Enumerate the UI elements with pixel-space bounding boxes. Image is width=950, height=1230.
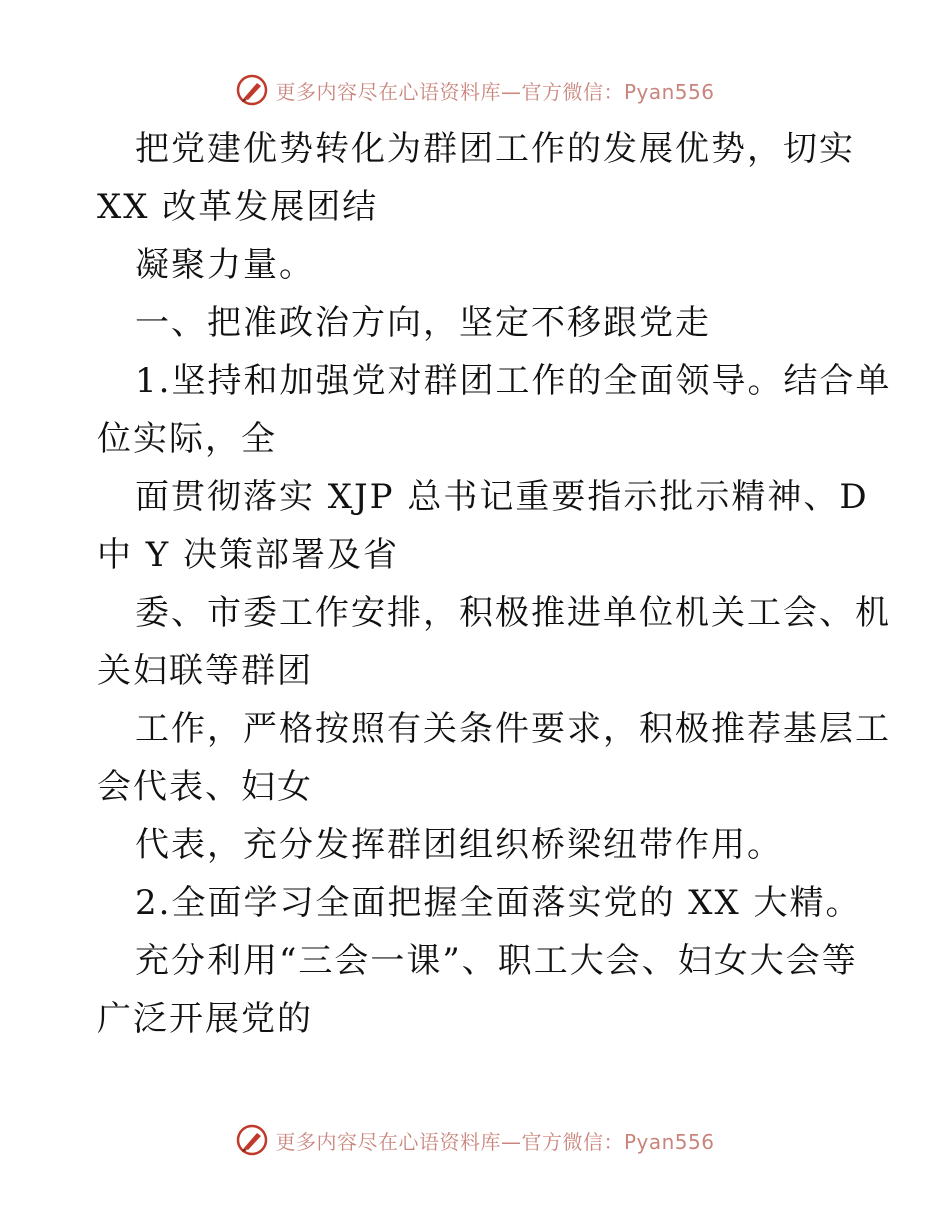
- document-body: [97, 120, 892, 1048]
- text-line: 面贯彻落实 XJP 总书记重要指示批示精神、D: [135, 477, 869, 517]
- text-line: 关妇联等群团: [97, 651, 313, 691]
- text-line: 2.全面学习全面把握全面落实党的 XX 大精。: [135, 883, 862, 923]
- text-line: 中 Y 决策部署及省: [97, 535, 400, 575]
- footer-watermark: [0, 1120, 950, 1160]
- text-line: 代表，充分发挥群团组织桥梁纽带作用。: [135, 825, 783, 865]
- watermark-dash: —: [500, 1129, 522, 1154]
- text-line: 广泛开展党的: [97, 999, 313, 1039]
- text-line: 委、市委工作安排，积极推进单位机关工会、机: [135, 593, 891, 633]
- watermark-brand: 更多内容尽在心语资料库: [275, 1129, 501, 1154]
- watermark-brand: 更多内容尽在心语资料库: [275, 79, 501, 104]
- text-line: 一、把准政治方向，坚定不移跟党走: [135, 303, 711, 343]
- text-line: 1.坚持和加强党对群团工作的全面领导。结合单: [135, 361, 892, 401]
- text-line: 工作，严格按照有关条件要求，积极推荐基层工: [135, 709, 891, 749]
- watermark-dash: —: [500, 79, 522, 104]
- text-line: 凝聚力量。: [135, 245, 315, 285]
- text-line: 位实际，全: [97, 419, 277, 459]
- watermark-wechat: 官方微信：Pyan556: [521, 79, 715, 104]
- text-line: XX 改革发展团结: [97, 187, 379, 227]
- watermark-wechat: 官方微信：Pyan556: [521, 1129, 715, 1154]
- text-line: 会代表、妇女: [97, 767, 313, 807]
- text-line: 把党建优势转化为群团工作的发展优势，切实: [135, 129, 855, 169]
- header-watermark: [0, 70, 950, 110]
- pen-logo-icon: [235, 73, 269, 107]
- text-line: 充分利用“三会一课”、职工大会、妇女大会等: [135, 941, 858, 981]
- pen-logo-icon: [235, 1123, 269, 1157]
